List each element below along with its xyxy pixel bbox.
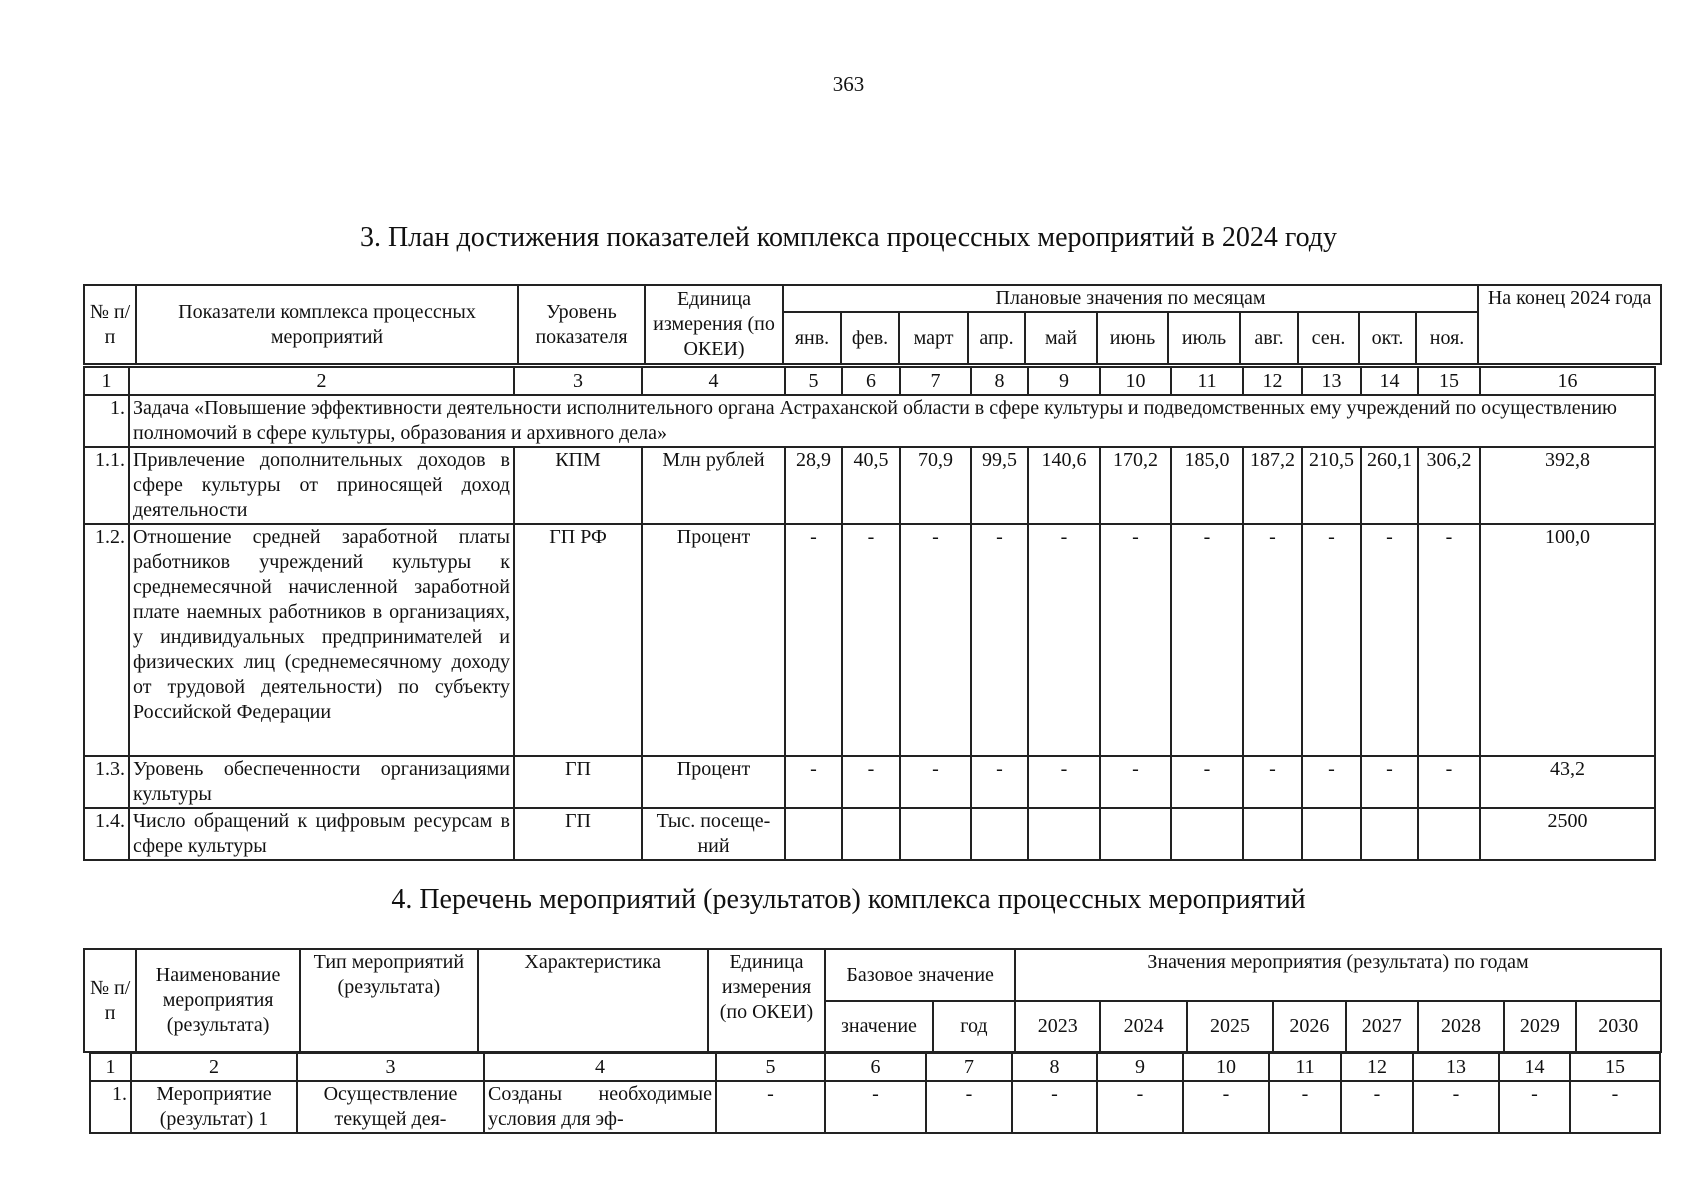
page-number: 363 — [832, 72, 865, 96]
monthly-value — [900, 808, 971, 860]
monthly-value: - — [1100, 524, 1171, 756]
event-value: - — [1341, 1081, 1413, 1133]
section-4-header-table — [83, 948, 1662, 1053]
column-number: 4 — [484, 1053, 716, 1081]
header-year: 2025 — [1187, 1001, 1273, 1052]
indicator-name: Отношение средней заработной платы работников учреждений культуры к среднемесячной начисленной заработной плате наемных работников в организациях, у индивидуальных предпринимателей и физических лиц (среднемесячному доходу от трудовой деятельности) по субъекту Российской Федерации — [129, 524, 514, 756]
monthly-value: - — [971, 756, 1028, 808]
column-number: 1 — [90, 1053, 131, 1081]
column-number: 12 — [1341, 1053, 1413, 1081]
column-number: 5 — [785, 367, 842, 395]
header-month: ноя. — [1416, 312, 1478, 364]
monthly-value — [1243, 808, 1302, 860]
event-characteristic: Созданы необходимые условия для эф- — [484, 1081, 716, 1133]
header-month: май — [1025, 312, 1097, 364]
row-num: 1.4. — [84, 808, 129, 860]
header-month: окт. — [1359, 312, 1416, 364]
monthly-value: 140,6 — [1028, 447, 1100, 524]
monthly-value: - — [785, 524, 842, 756]
monthly-value: - — [1028, 756, 1100, 808]
monthly-value: 306,2 — [1418, 447, 1480, 524]
header-indicator: Показатели комплекса процессных мероприятий — [136, 285, 518, 364]
monthly-value: - — [842, 524, 900, 756]
year-end-value: 392,8 — [1480, 447, 1655, 524]
row-num: 1.3. — [84, 756, 129, 808]
header-year: 2030 — [1576, 1001, 1661, 1052]
year-end-value: 100,0 — [1480, 524, 1655, 756]
event-value: - — [825, 1081, 926, 1133]
indicator-level: ГП РФ — [514, 524, 642, 756]
monthly-value: 185,0 — [1171, 447, 1243, 524]
indicator-unit: Процент — [642, 756, 785, 808]
column-number: 8 — [971, 367, 1028, 395]
event-value: - — [1012, 1081, 1097, 1133]
column-number: 3 — [297, 1053, 484, 1081]
monthly-value: - — [1418, 524, 1480, 756]
column-number: 6 — [825, 1053, 926, 1081]
header-month: март — [899, 312, 968, 364]
monthly-value: - — [1361, 524, 1418, 756]
task-text: Задача «Повышение эффективности деятельности исполнительного органа Астраханской области в сфере культуры и подведомственных ему учреждений по осуществлению полномочий в сфере культуры, образования и архивного дела» — [129, 395, 1655, 447]
column-number: 2 — [129, 367, 514, 395]
event-value: - — [926, 1081, 1012, 1133]
header-year-end: На конец 2024 года — [1478, 285, 1661, 364]
column-number: 9 — [1097, 1053, 1183, 1081]
monthly-value — [1302, 808, 1361, 860]
header-year: 2029 — [1504, 1001, 1575, 1052]
table-row — [84, 808, 1655, 860]
header-month: фев. — [841, 312, 899, 364]
column-number: 5 — [716, 1053, 825, 1081]
monthly-value — [1028, 808, 1100, 860]
monthly-value: - — [971, 524, 1028, 756]
header-level: Уровень показателя — [518, 285, 645, 364]
header-month: июль — [1168, 312, 1240, 364]
header-base-value: значение — [825, 1001, 932, 1052]
column-number: 3 — [514, 367, 642, 395]
monthly-value: - — [900, 756, 971, 808]
column-number: 6 — [842, 367, 900, 395]
indicator-name: Число обращений к цифровым ресурсам в сфере культуры — [129, 808, 514, 860]
event-value: - — [1413, 1081, 1499, 1133]
column-number: 4 — [642, 367, 785, 395]
monthly-value: - — [842, 756, 900, 808]
monthly-value — [971, 808, 1028, 860]
header-years-group: Значения мероприятия (результата) по годам — [1015, 949, 1661, 1001]
event-value: - — [1269, 1081, 1341, 1133]
column-number: 13 — [1413, 1053, 1499, 1081]
table-row — [90, 1081, 1660, 1133]
task-num: 1. — [84, 395, 129, 447]
column-number: 15 — [1418, 367, 1480, 395]
monthly-value: - — [1171, 756, 1243, 808]
monthly-value: - — [900, 524, 971, 756]
indicator-level: ГП — [514, 756, 642, 808]
monthly-value: 28,9 — [785, 447, 842, 524]
column-number: 2 — [131, 1053, 297, 1081]
indicator-level: КПМ — [514, 447, 642, 524]
event-name: Мероприятие (результат) 1 — [131, 1081, 297, 1133]
section-4-body-table — [89, 1052, 1661, 1134]
monthly-value: - — [1028, 524, 1100, 756]
column-number: 14 — [1361, 367, 1418, 395]
column-number: 9 — [1028, 367, 1100, 395]
event-value: - — [1570, 1081, 1660, 1133]
section-4-title: 4. Перечень мероприятий (результатов) комплекса процессных мероприятий — [391, 884, 1306, 915]
header-month: сен. — [1298, 312, 1359, 364]
monthly-value: 210,5 — [1302, 447, 1361, 524]
monthly-value: - — [1171, 524, 1243, 756]
monthly-value — [1171, 808, 1243, 860]
section-3-body-table — [83, 366, 1656, 861]
row-num: 1.1. — [84, 447, 129, 524]
event-type: Осуществление текущей дея- — [297, 1081, 484, 1133]
event-value: - — [1499, 1081, 1570, 1133]
monthly-value — [1361, 808, 1418, 860]
header-unit: Единица измерения (по ОКЕИ) — [645, 285, 783, 364]
header-year: 2023 — [1015, 1001, 1100, 1052]
event-value: - — [1097, 1081, 1183, 1133]
header-year: 2027 — [1346, 1001, 1418, 1052]
header-num: № п/п — [84, 285, 136, 364]
column-number: 7 — [926, 1053, 1012, 1081]
indicator-unit: Тыс. посещений — [642, 808, 785, 860]
header-year: 2026 — [1273, 1001, 1345, 1052]
header-month: авг. — [1240, 312, 1298, 364]
column-number: 1 — [84, 367, 129, 395]
monthly-value: - — [1361, 756, 1418, 808]
header-base-year: год — [933, 1001, 1015, 1052]
row-num: 1.2. — [84, 524, 129, 756]
task-row — [84, 395, 1655, 447]
event-value: - — [1183, 1081, 1269, 1133]
header-month: апр. — [968, 312, 1025, 364]
header-type: Тип мероприятий (результата) — [300, 949, 478, 1052]
header-planned-group: Плановые значения по месяцам — [783, 285, 1478, 312]
header-unit: Единица измерения (по ОКЕИ) — [708, 949, 826, 1052]
header-num: № п/п — [84, 949, 136, 1052]
monthly-value — [842, 808, 900, 860]
column-number: 11 — [1171, 367, 1243, 395]
row-num: 1. — [90, 1081, 131, 1133]
column-number: 15 — [1570, 1053, 1660, 1081]
year-end-value: 2500 — [1480, 808, 1655, 860]
column-number: 12 — [1243, 367, 1302, 395]
header-month: июнь — [1097, 312, 1168, 364]
indicator-level: ГП — [514, 808, 642, 860]
year-end-value: 43,2 — [1480, 756, 1655, 808]
header-year: 2028 — [1418, 1001, 1504, 1052]
column-number: 11 — [1269, 1053, 1341, 1081]
indicator-unit: Млн рублей — [642, 447, 785, 524]
monthly-value: - — [1243, 756, 1302, 808]
monthly-value: 70,9 — [900, 447, 971, 524]
table-row — [84, 524, 1655, 756]
section-3-header-table — [83, 284, 1662, 365]
column-number: 16 — [1480, 367, 1655, 395]
monthly-value — [1418, 808, 1480, 860]
table-row — [84, 447, 1655, 524]
monthly-value: 99,5 — [971, 447, 1028, 524]
monthly-value: 170,2 — [1100, 447, 1171, 524]
monthly-value — [1100, 808, 1171, 860]
column-number: 10 — [1100, 367, 1171, 395]
monthly-value — [785, 808, 842, 860]
header-month: янв. — [783, 312, 841, 364]
monthly-value: - — [785, 756, 842, 808]
monthly-value: - — [1100, 756, 1171, 808]
section-3-title: 3. План достижения показателей комплекса процессных мероприятий в 2024 году — [359, 222, 1338, 253]
monthly-value: - — [1243, 524, 1302, 756]
indicator-name: Привлечение дополнительных доходов в сфере культуры от приносящей доход деятельности — [129, 447, 514, 524]
monthly-value: - — [1418, 756, 1480, 808]
column-number: 8 — [1012, 1053, 1097, 1081]
column-number: 7 — [900, 367, 971, 395]
monthly-value: 260,1 — [1361, 447, 1418, 524]
monthly-value: 40,5 — [842, 447, 900, 524]
header-characteristic: Характеристика — [478, 949, 708, 1052]
table-row — [84, 756, 1655, 808]
header-base-group: Базовое значение — [825, 949, 1015, 1001]
header-year: 2024 — [1100, 1001, 1186, 1052]
monthly-value: 187,2 — [1243, 447, 1302, 524]
column-number: 13 — [1302, 367, 1361, 395]
monthly-value: - — [1302, 524, 1361, 756]
indicator-unit: Процент — [642, 524, 785, 756]
header-name: Наименование мероприятия (результата) — [136, 949, 300, 1052]
column-number: 10 — [1183, 1053, 1269, 1081]
event-value: - — [716, 1081, 825, 1133]
monthly-value: - — [1302, 756, 1361, 808]
indicator-name: Уровень обеспеченности организациями культуры — [129, 756, 514, 808]
column-number: 14 — [1499, 1053, 1570, 1081]
